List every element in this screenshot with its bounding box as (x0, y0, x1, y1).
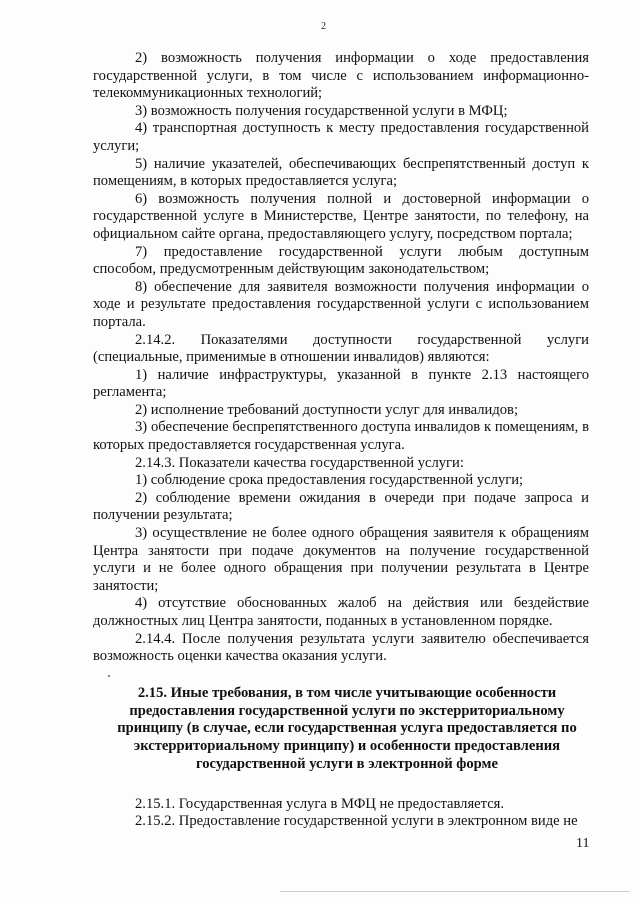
section-heading: 2.15. Иные требования, в том числе учитывающие особенности предоставления государственной услуги по экстерриториальному принципу (в случае, если государственная услуга предоставляется по экстерриториальному принципу) и особенности предоставления государственной услуги в электронной форме (117, 684, 577, 772)
paragraph: 2) возможность получения информации о ходе предоставления государственной услуги, в том числе с использованием информационно-телекоммуникационных технологий; (93, 50, 589, 102)
paragraph: 1) наличие инфраструктуры, указанной в пункте 2.13 настоящего регламента; (93, 366, 589, 401)
page-marker-top: 2 (321, 21, 326, 32)
paragraph: 2.14.3. Показатели качества государственной услуги: (135, 454, 464, 471)
paragraph: 3) обеспечение беспрепятственного доступа инвалидов к помещениям, в которых предоставляется государственная услуга. (93, 419, 589, 454)
document-body (93, 50, 589, 831)
page-number: 11 (576, 836, 590, 851)
paragraph: 3) возможность получения государственной услуги в МФЦ; (135, 102, 508, 119)
paragraph: 2) соблюдение времени ожидания в очереди при подаче запроса и получении результата; (93, 489, 589, 524)
paragraph: 2.15.2. Предоставление государственной услуги в электронном виде не (135, 813, 578, 830)
paragraph: 5) наличие указателей, обеспечивающих беспрепятственный доступ к помещениям, в которых предоставляется услуга; (93, 155, 589, 190)
paragraph: 2.14.4. После получения результата услуги заявителю обеспечивается возможность оценки качества оказания услуги. (93, 630, 589, 665)
paragraph: 2) исполнение требований доступности услуг для инвалидов; (135, 401, 519, 418)
paragraph: 6) возможность получения полной и достоверной информации о государственной услуге в Министерстве, Центре занятости, по телефону, на официальном сайте органа, предоставляющего услугу, посредством портала; (93, 190, 589, 242)
paragraph: 2.15.1. Государственная услуга в МФЦ не предоставляется. (135, 795, 505, 812)
paragraph: 4) транспортная доступность к месту предоставления государственной услуги; (93, 120, 589, 154)
paragraph: 8) обеспечение для заявителя возможности получения информации о ходе и результате предоставления государственной услуги с использованием портала. (93, 278, 589, 330)
paragraph: 7) предоставление государственной услуги любым доступным способом, предусмотренным действующим законодательством; (93, 243, 589, 278)
paragraph: 3) осуществление не более одного обращения заявителя к обращениям Центра занятости при подаче документов на получение государственной услуги и не более одного обращения при получении результата в Центре занятости; (93, 525, 589, 594)
bottom-rule (280, 891, 630, 892)
scan-speck (108, 675, 110, 677)
paragraph: 2.14.2. Показателями доступности государственной услуги (специальные, применимые в отношении инвалидов) являются: (93, 331, 589, 366)
paragraph: 4) отсутствие обоснованных жалоб на действия или бездействие должностных лиц Центра занятости, поданных в установленном порядке. (93, 595, 589, 629)
paragraph: 1) соблюдение срока предоставления государственной услуги; (135, 472, 524, 489)
